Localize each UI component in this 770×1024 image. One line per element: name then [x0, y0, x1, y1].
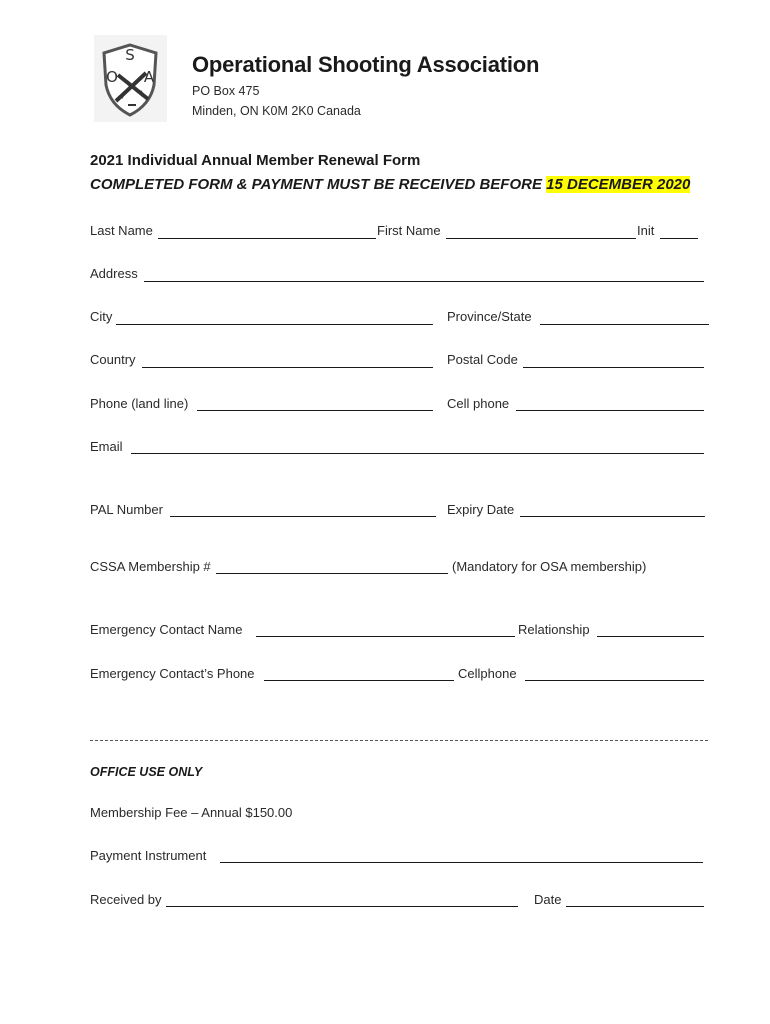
- cell-phone-label: Cell phone: [447, 396, 510, 411]
- postal-code-label: Postal Code: [447, 352, 518, 367]
- deadline-text: COMPLETED FORM & PAYMENT MUST BE RECEIVED BEFORE: [90, 176, 547, 193]
- received-by-label: Received by: [90, 892, 162, 907]
- logo-letter-s: S: [125, 46, 135, 64]
- received-by-field[interactable]: [166, 906, 518, 907]
- emergency-phone-field[interactable]: [264, 680, 454, 681]
- date-label: Date: [534, 892, 562, 907]
- cell-phone-field[interactable]: [516, 410, 704, 411]
- payment-instrument-field[interactable]: [220, 862, 703, 863]
- email-field[interactable]: [131, 453, 704, 454]
- pal-number-label: PAL Number: [90, 502, 163, 517]
- office-use-heading: OFFICE USE ONLY: [90, 765, 203, 779]
- first-name-field[interactable]: [446, 238, 636, 239]
- expiry-date-field[interactable]: [520, 516, 705, 517]
- phone-land-label: Phone (land line): [90, 396, 189, 411]
- emergency-cell-label: Cellphone: [458, 666, 517, 681]
- relationship-label: Relationship: [518, 622, 590, 637]
- form-title: 2021 Individual Annual Member Renewal Form: [90, 152, 421, 169]
- country-field[interactable]: [142, 367, 433, 368]
- last-name-label: Last Name: [90, 223, 153, 238]
- first-name-label: First Name: [377, 223, 441, 238]
- emergency-name-field[interactable]: [256, 636, 515, 637]
- emergency-cell-field[interactable]: [525, 680, 704, 681]
- country-label: Country: [90, 352, 136, 367]
- cssa-note: (Mandatory for OSA membership): [452, 559, 647, 574]
- org-name: Operational Shooting Association: [192, 52, 540, 77]
- address-label: Address: [90, 266, 138, 281]
- relationship-field[interactable]: [597, 636, 704, 637]
- phone-land-field[interactable]: [197, 410, 433, 411]
- logo-letter-a: A: [143, 68, 155, 86]
- osa-shield-emblem: [94, 35, 167, 122]
- init-field[interactable]: [660, 238, 698, 239]
- osa-logo: [94, 35, 167, 122]
- membership-fee-text: Membership Fee – Annual $150.00: [90, 805, 293, 820]
- city-label: City: [90, 309, 113, 324]
- deadline-notice: [90, 176, 690, 193]
- cssa-membership-field[interactable]: [216, 573, 448, 574]
- logo-letter-o: O: [106, 68, 118, 86]
- cssa-membership-label: CSSA Membership #: [90, 559, 211, 574]
- expiry-date-label: Expiry Date: [447, 502, 515, 517]
- email-label: Email: [90, 439, 123, 454]
- payment-instrument-label: Payment Instrument: [90, 848, 207, 863]
- address-field[interactable]: [144, 281, 704, 282]
- emergency-name-label: Emergency Contact Name: [90, 622, 243, 637]
- pal-number-field[interactable]: [170, 516, 436, 517]
- init-label: Init: [637, 223, 655, 238]
- emergency-phone-label: Emergency Contact’s Phone: [90, 666, 255, 681]
- last-name-field[interactable]: [158, 238, 376, 239]
- address-line-1: PO Box 475: [192, 84, 260, 98]
- city-field[interactable]: [116, 324, 433, 325]
- office-divider: [90, 740, 708, 741]
- postal-code-field[interactable]: [523, 367, 704, 368]
- province-state-label: Province/State: [447, 309, 532, 324]
- province-state-field[interactable]: [540, 324, 709, 325]
- deadline-date: 15 DECEMBER 2020: [546, 176, 691, 193]
- date-field[interactable]: [566, 906, 704, 907]
- address-line-2: Minden, ON K0M 2K0 Canada: [192, 104, 361, 118]
